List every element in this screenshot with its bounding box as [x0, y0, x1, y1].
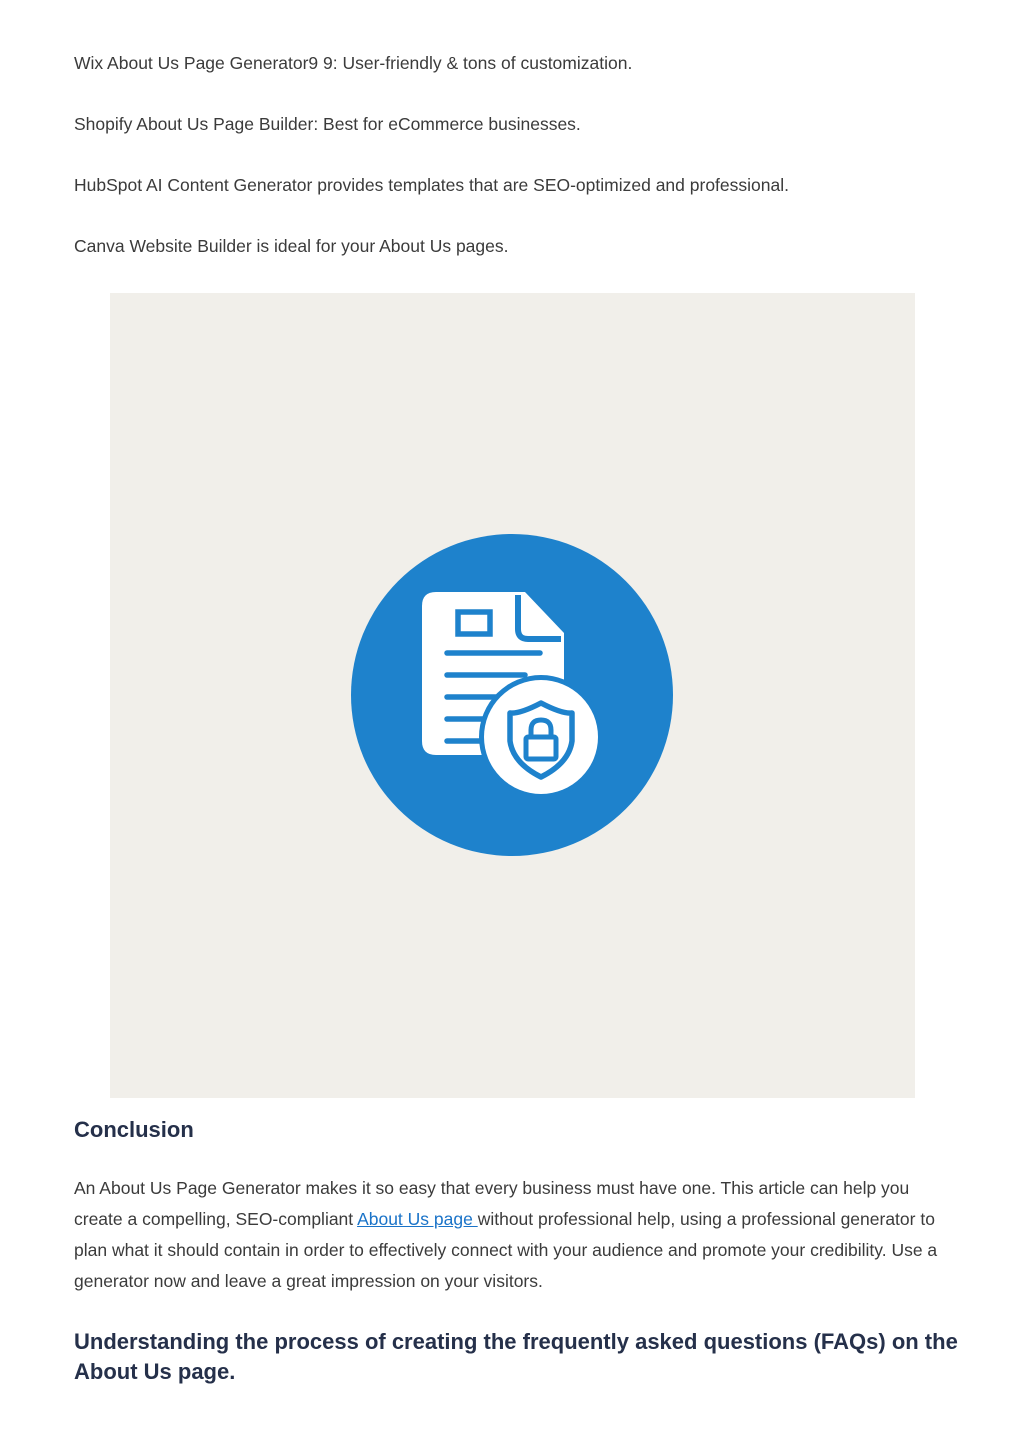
about-us-page-link[interactable]: About Us page: [357, 1209, 478, 1229]
conclusion-text-after: without professional help, using a professional generator to plan what it should contain in order to effectively connect with your audience and promote your credibility. Use a generator now and leave a great impression on your visitors.: [74, 1209, 938, 1291]
tool-item-hubspot: HubSpot AI Content Generator provides templates that are SEO-optimized and professional.: [74, 175, 789, 195]
conclusion-paragraph: [74, 1173, 954, 1297]
document-shield-lock-icon: [350, 533, 675, 858]
faq-heading: Understanding the process of creating the frequently asked questions (FAQs) on the About Us page.: [74, 1329, 958, 1384]
tool-item-shopify: Shopify About Us Page Builder: Best for eCommerce businesses.: [74, 114, 581, 134]
conclusion-text-before: An About Us Page Generator makes it so easy that every business must have one. This article can help you create a compelling, SEO-compliant: [74, 1178, 910, 1229]
tool-item-wix: Wix About Us Page Generator9 9: User-friendly & tons of customization.: [74, 53, 633, 73]
tool-item-canva: Canva Website Builder is ideal for your About Us pages.: [74, 236, 509, 256]
illustration-panel: [110, 293, 915, 1098]
conclusion-heading: Conclusion: [74, 1117, 194, 1142]
